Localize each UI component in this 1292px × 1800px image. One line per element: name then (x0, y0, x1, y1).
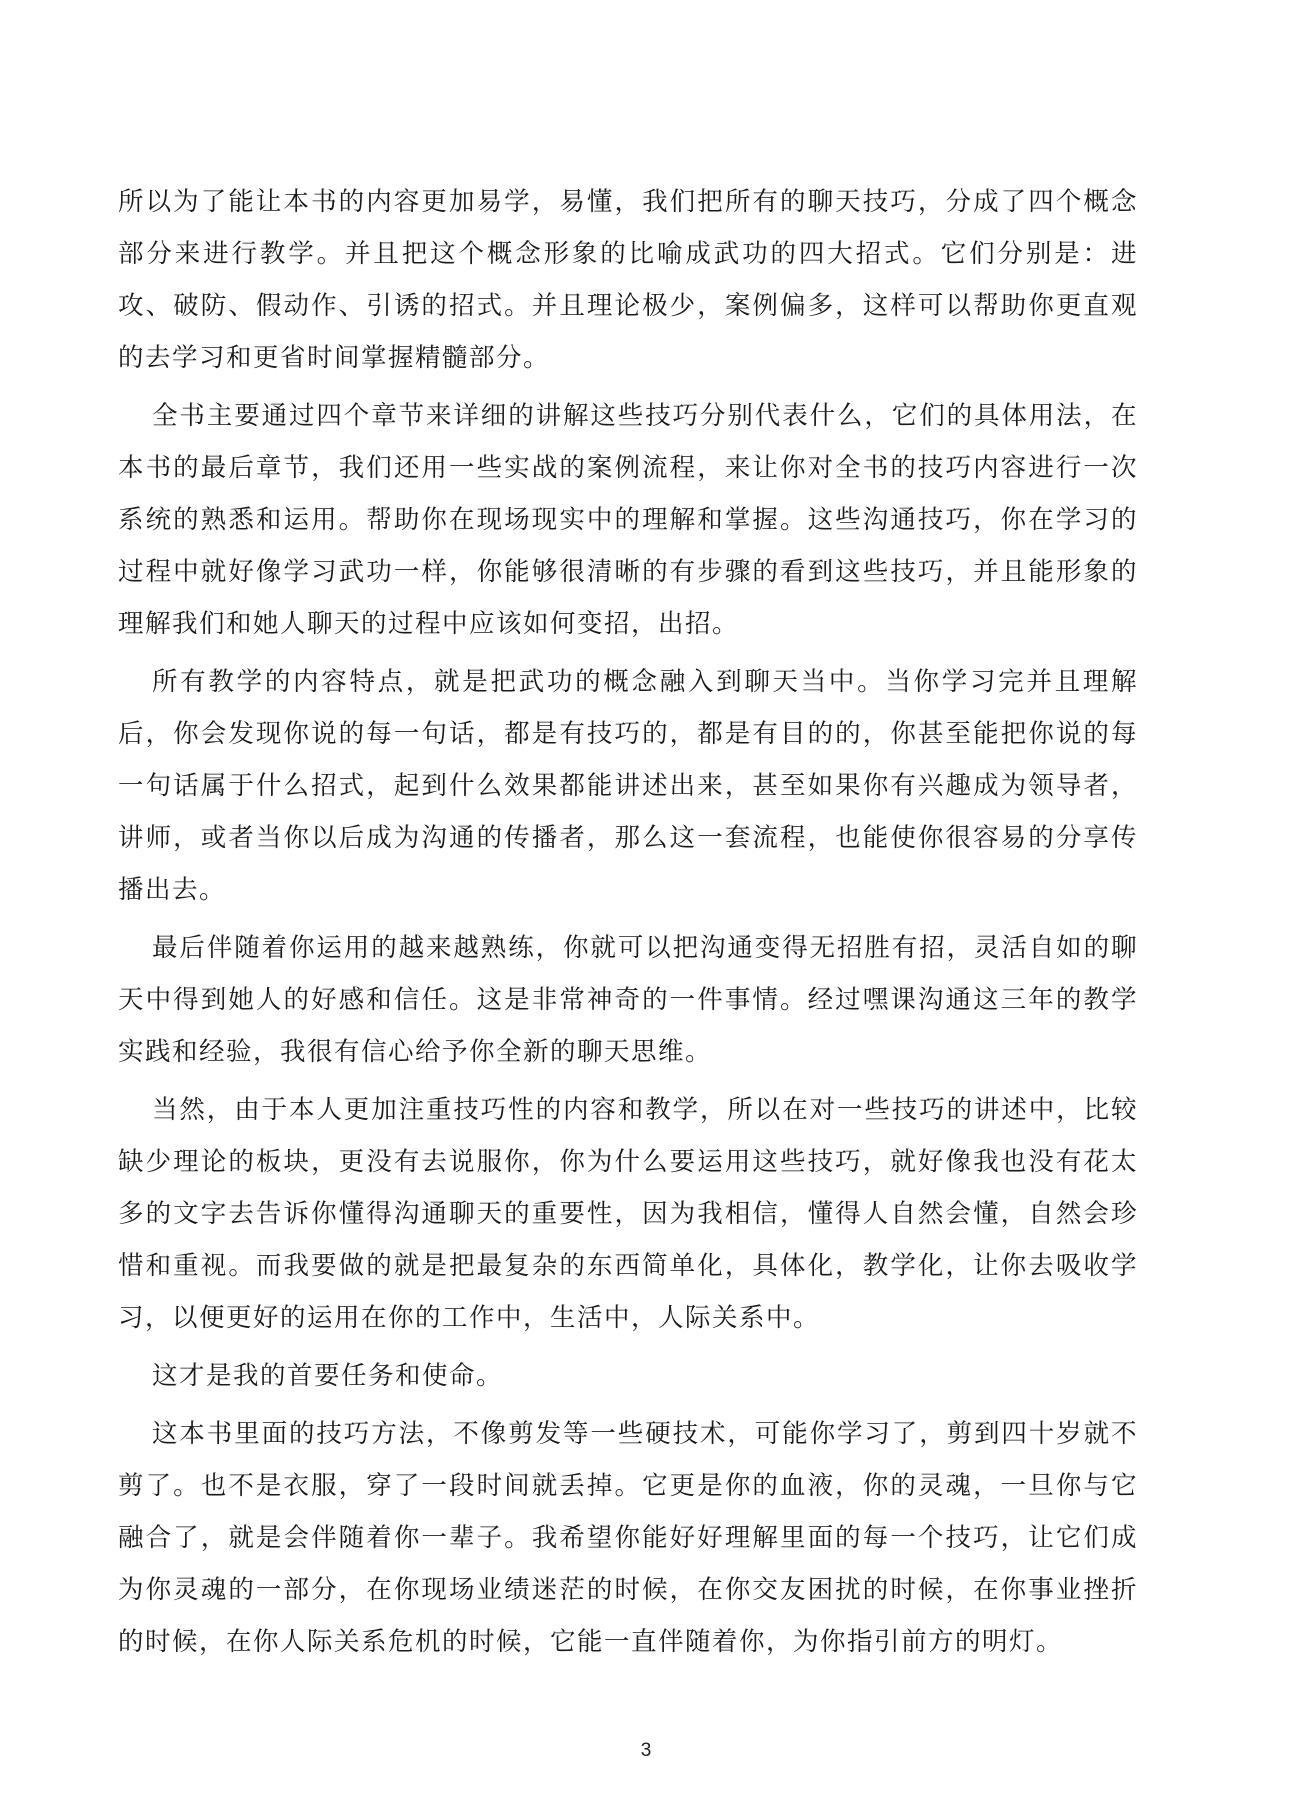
paragraph: 最后伴随着你运用的越来越熟练，你就可以把沟通变得无招胜有招，灵活自如的聊天中得到她人的好感和信任。这是非常神奇的一件事情。经过嘿课沟通这三年的教学实践和经验，我很有信心给予你全新的聊天思维。 (118, 933, 1138, 1067)
paragraph: 全书主要通过四个章节来详细的讲解这些技巧分别代表什么，它们的具体用法，在本书的最后章节，我们还用一些实战的案例流程，来让你对全书的技巧内容进行一次系统的熟悉和运用。帮助你在现场现实中的理解和掌握。这些沟通技巧，你在学习的过程中就好像学习武功一样，你能够很清晰的有步骤的看到这些技巧，并且能形象的理解我们和她人聊天的过程中应该如何变招，出招。 (118, 401, 1138, 639)
paragraph: 所有教学的内容特点，就是把武功的概念融入到聊天当中。当你学习完并且理解后，你会发现你说的每一句话，都是有技巧的，都是有目的的，你甚至能把你说的每一句话属于什么招式，起到什么效果都能讲述出来，甚至如果你有兴趣成为领导者，讲师，或者当你以后成为沟通的传播者，那么这一套流程，也能使你很容易的分享传播出去。 (118, 667, 1138, 905)
paragraph: 当然，由于本人更加注重技巧性的内容和教学，所以在对一些技巧的讲述中，比较缺少理论的板块，更没有去说服你，你为什么要运用这些技巧，就好像我也没有花太多的文字去告诉你懂得沟通聊天的重要性，因为我相信，懂得人自然会懂，自然会珍惜和重视。而我要做的就是把最复杂的东西简单化，具体化，教学化，让你去吸收学习，以便更好的运用在你的工作中，生活中，人际关系中。 (118, 1095, 1138, 1333)
paragraph: 这本书里面的技巧方法，不像剪发等一些硬技术，可能你学习了，剪到四十岁就不剪了。也不是衣服，穿了一段时间就丢掉。它更是你的血液，你的灵魂，一旦你与它融合了，就是会伴随着你一辈子。我希望你能好好理解里面的每一个技巧，让它们成为你灵魂的一部分，在你现场业绩迷茫的时候，在你交友困扰的时候，在你事业挫折的时候，在你人际关系危机的时候，它能一直伴随着你，为你指引前方的明灯。 (118, 1419, 1138, 1657)
page-number: 3 (640, 1740, 652, 1761)
paragraph: 这才是我的首要任务和使命。 (152, 1361, 504, 1391)
paragraph: 所以为了能让本书的内容更加易学，易懂，我们把所有的聊天技巧，分成了四个概念部分来进行教学。并且把这个概念形象的比喻成武功的四大招式。它们分别是：进攻、破防、假动作、引诱的招式。并且理论极少，案例偏多，这样可以帮助你更直观的去学习和更省时间掌握精髓部分。 (118, 187, 1138, 373)
body-text (118, 176, 1138, 1674)
